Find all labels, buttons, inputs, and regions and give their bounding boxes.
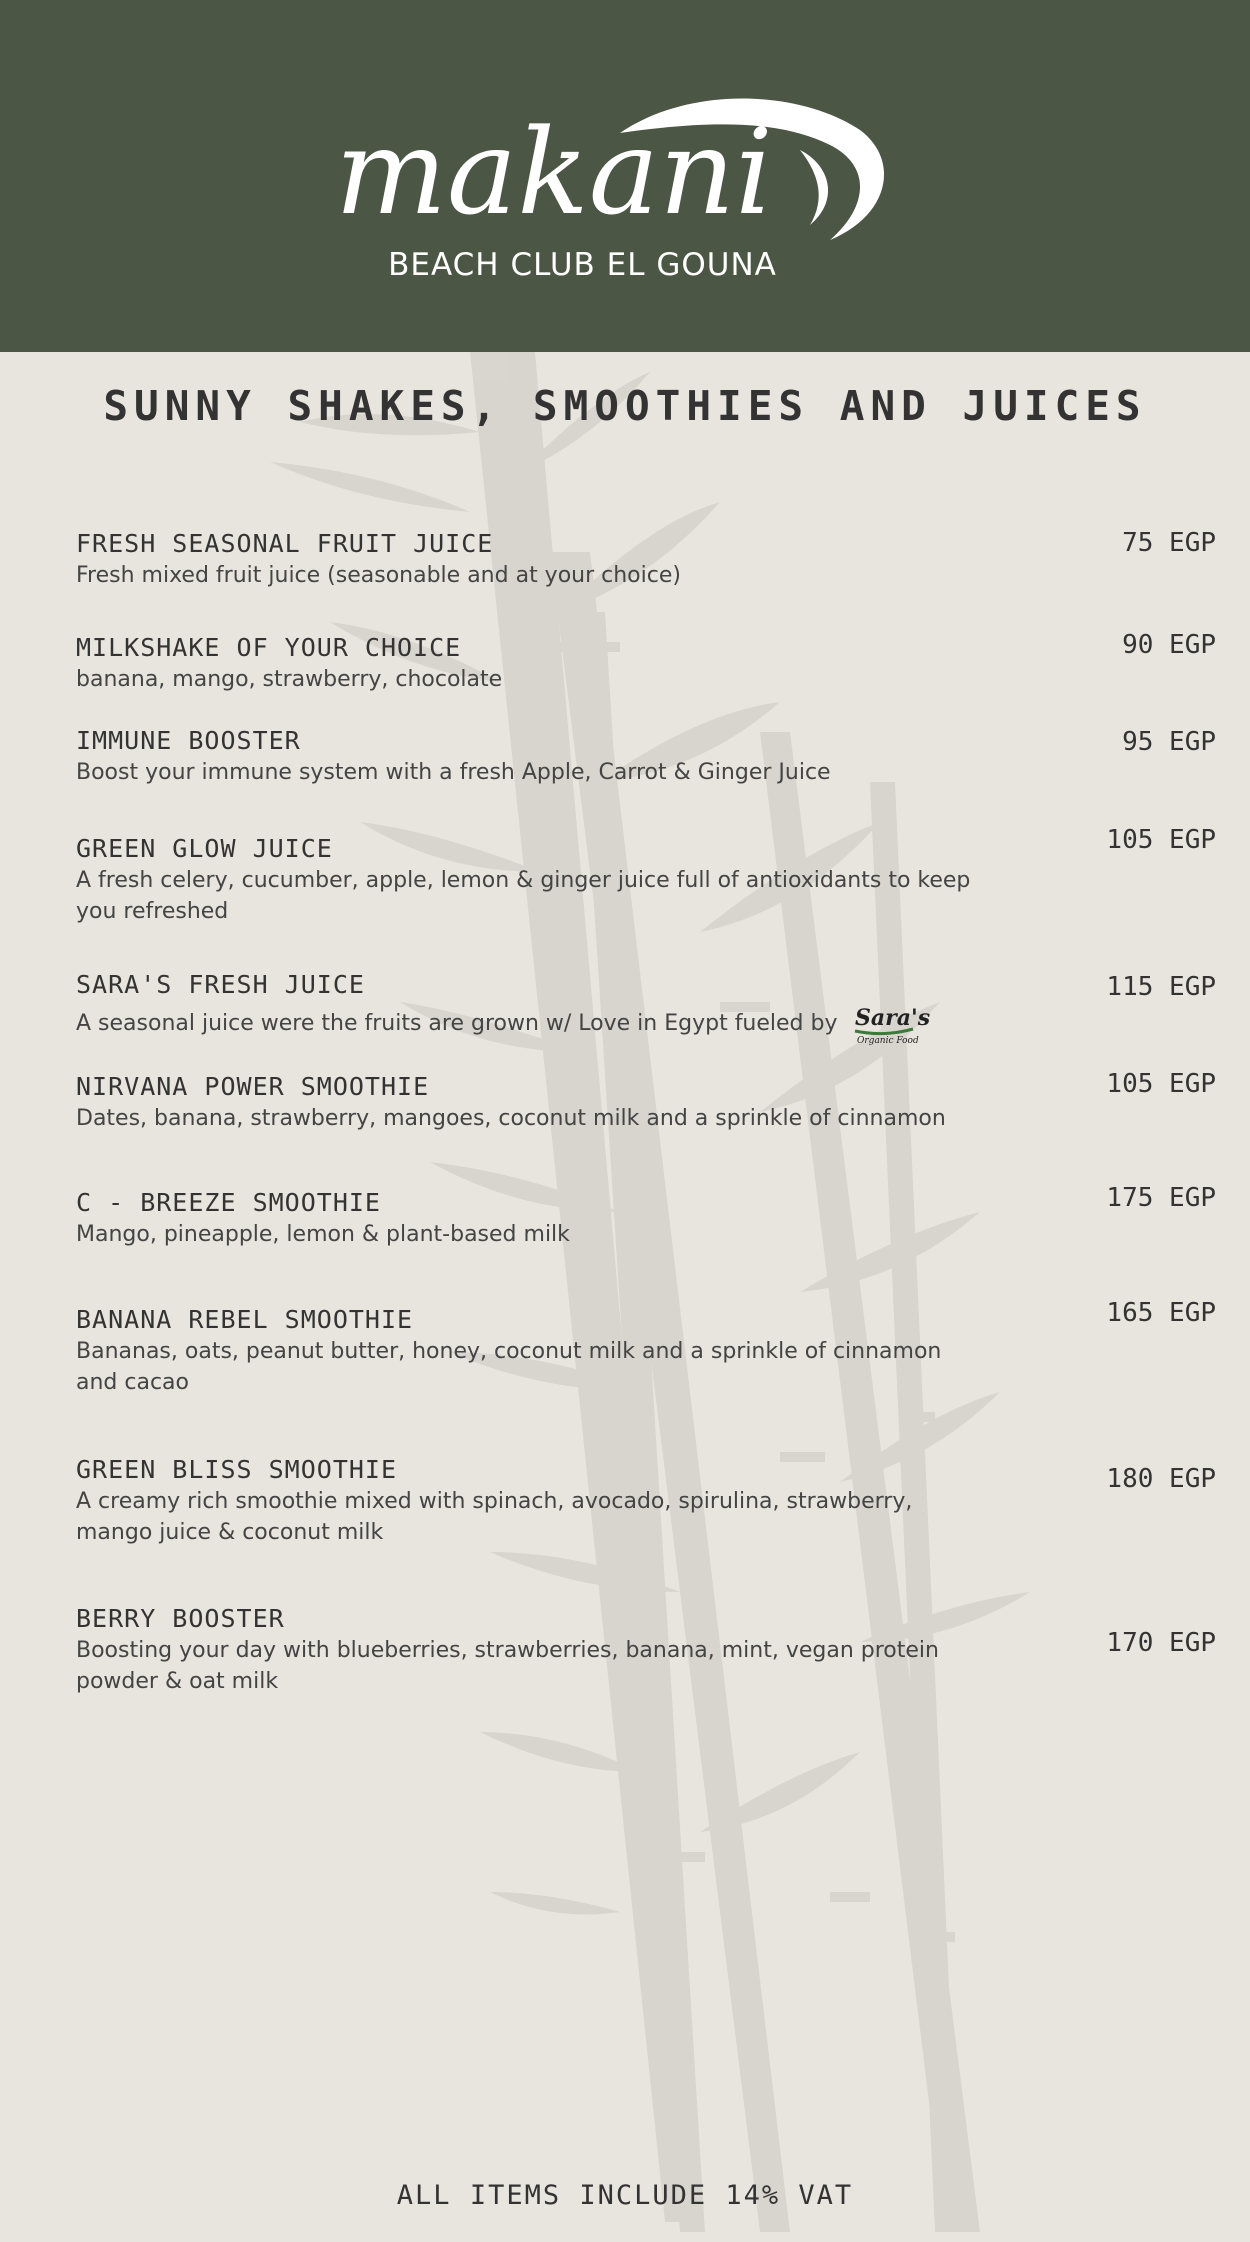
item-name: GREEN GLOW JUICE <box>76 834 333 863</box>
item-price: 90 EGP <box>1122 630 1216 660</box>
item-name: C - BREEZE SMOOTHIE <box>76 1188 381 1217</box>
menu-item <box>76 1454 1216 1548</box>
item-description: A creamy rich smoothie mixed with spinach, avocado, spirulina, strawberry, mango juice & coconut milk <box>76 1489 913 1545</box>
item-description: Fresh mixed fruit juice (seasonable and at your choice) <box>76 563 681 588</box>
item-description: banana, mango, strawberry, chocolate <box>76 667 503 692</box>
item-price: 75 EGP <box>1122 528 1216 558</box>
item-price: 170 EGP <box>1106 1628 1216 1658</box>
item-description: Boosting your day with blueberries, strawberries, banana, mint, vegan protein powder & oat milk <box>76 1638 939 1694</box>
item-price: 175 EGP <box>1106 1183 1216 1213</box>
item-description: Bananas, oats, peanut butter, honey, coconut milk and a sprinkle of cinnamon and cacao <box>76 1339 942 1395</box>
menu-item <box>76 725 1216 788</box>
makani-logo <box>330 95 890 255</box>
logo-subtitle: BEACH CLUB EL GOUNA <box>388 247 777 283</box>
item-description: A seasonal juice were the fruits are grown w/ Love in Egypt fueled by <box>76 1011 838 1036</box>
item-description: Mango, pineapple, lemon & plant-based milk <box>76 1222 570 1247</box>
menu-item <box>76 1071 1216 1134</box>
item-price: 95 EGP <box>1122 727 1216 757</box>
item-description: Dates, banana, strawberry, mangoes, coconut milk and a sprinkle of cinnamon <box>76 1106 946 1131</box>
item-price: 105 EGP <box>1106 825 1216 855</box>
item-price: 180 EGP <box>1106 1464 1216 1494</box>
menu-item <box>76 632 1216 695</box>
item-name: BANANA REBEL SMOOTHIE <box>76 1305 414 1334</box>
item-name: NIRVANA POWER SMOOTHIE <box>76 1072 430 1101</box>
header-banner <box>0 0 1250 352</box>
item-price: 115 EGP <box>1106 972 1216 1002</box>
menu-item <box>76 1603 1216 1697</box>
svg-text:Sara's: Sara's <box>854 1005 930 1031</box>
logo-wordmark: makani <box>335 103 773 241</box>
item-name: BERRY BOOSTER <box>76 1604 285 1633</box>
menu-title: SUNNY SHAKES, SMOOTHIES AND JUICES <box>103 382 1147 430</box>
menu-item <box>76 825 1216 927</box>
saras-organic-food-logo <box>851 1001 930 1047</box>
menu-item <box>76 1298 1216 1398</box>
item-price: 165 EGP <box>1106 1298 1216 1328</box>
menu-item <box>76 969 1216 1047</box>
item-description: A fresh celery, cucumber, apple, lemon & ginger juice full of antioxidants to keep you refreshed <box>76 868 971 924</box>
item-name: GREEN BLISS SMOOTHIE <box>76 1455 398 1484</box>
vat-footer-note: ALL ITEMS INCLUDE 14% VAT <box>396 2180 854 2211</box>
item-name: IMMUNE BOOSTER <box>76 726 301 755</box>
item-name: SARA'S FRESH JUICE <box>76 970 365 999</box>
menu-item <box>76 1183 1216 1250</box>
menu-item <box>76 528 1216 591</box>
item-name: MILKSHAKE OF YOUR CHOICE <box>76 633 462 662</box>
item-description: Boost your immune system with a fresh Apple, Carrot & Ginger Juice <box>76 760 831 785</box>
item-price: 105 EGP <box>1106 1069 1216 1099</box>
svg-text:Organic Food: Organic Food <box>856 1036 919 1046</box>
item-name: FRESH SEASONAL FRUIT JUICE <box>76 529 494 558</box>
